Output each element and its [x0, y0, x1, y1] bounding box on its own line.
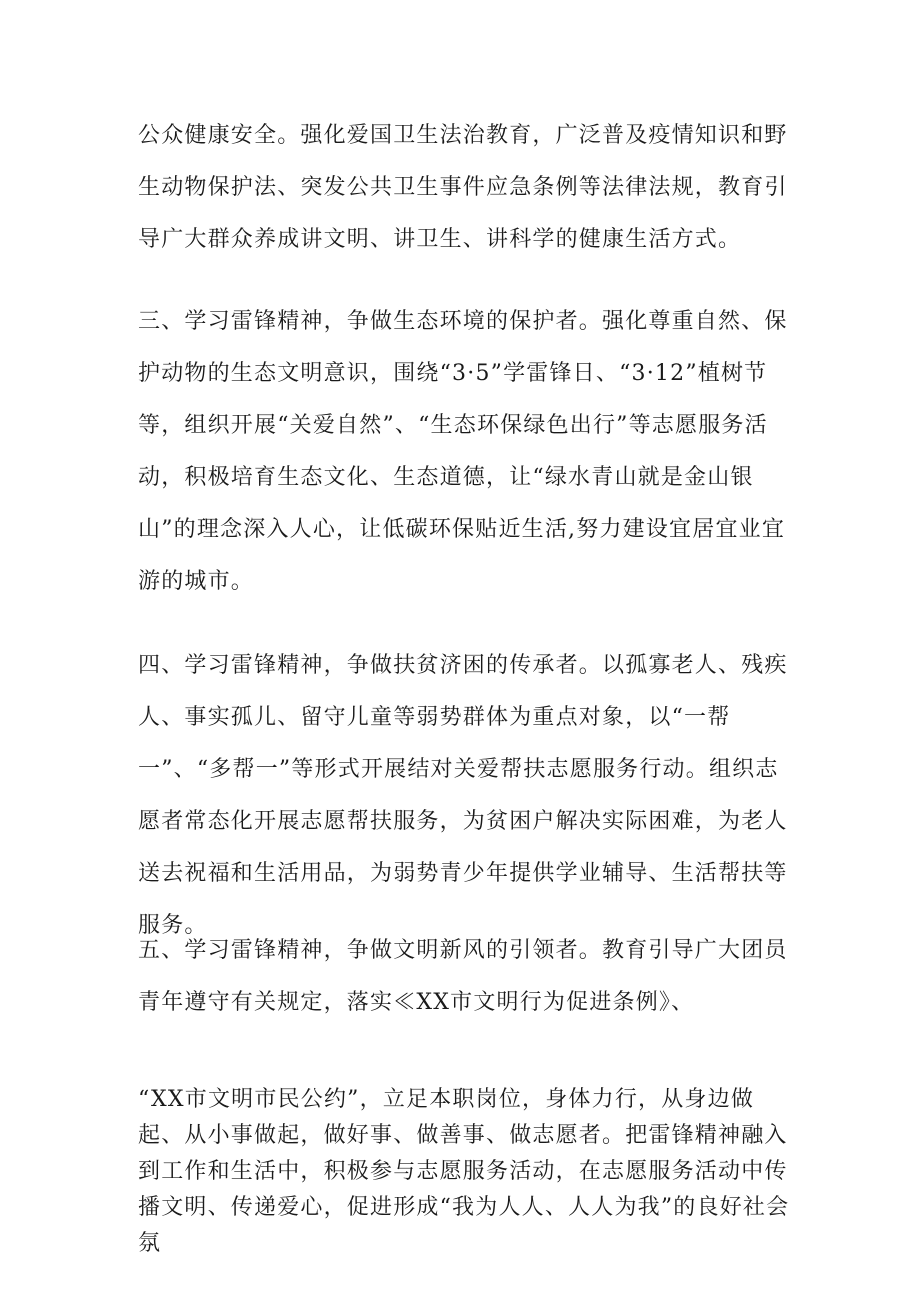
paragraph-civic-convention: “XX市文明市民公约”，立足本职岗位，身体力行，从身边做起、从小事做起，做好事、做善事、做志愿者。把雷锋精神融入到工作和生活中，积极参与志愿服务活动，在志愿服务活动中传播文明、传递爱心，促进形成“我为人人、人人为我”的良好社会氛 — [138, 1087, 790, 1256]
paragraph-ecology-protector: 三、学习雷锋精神，争做生态环境的保护者。强化尊重自然、保护动物的生态文明意识，围绕“3·5”学雷锋日、“3·12”植树节等，组织开展“关爱自然”、“生态环保绿色出行”等志愿服务活动，积极培育生态文化、生态道德，让“绿水青山就是金山银山”的理念深入人心，让低碳环保贴近生活,努力建设宜居宜业宜游的城市。 — [138, 309, 788, 594]
paragraph-civilization-leader: 五、学习雷锋精神，争做文明新风的引领者。教育引导广大团员青年遵守有关规定，落实≪XX市文明行为促进条例》、 — [138, 938, 788, 1015]
paragraph-public-health: 公众健康安全。强化爱国卫生法治教育，广泛普及疫情知识和野生动物保护法、突发公共卫生事件应急条例等法律法规，教育引导广大群众养成讲文明、讲卫生、讲科学的健康生活方式。 — [138, 123, 788, 252]
paragraph-poverty-relief: 四、学习雷锋精神，争做扶贫济困的传承者。以孤寡老人、残疾人、事实孤儿、留守儿童等弱势群体为重点对象，以“一帮一”、“多帮一”等形式开展结对关爱帮扶志愿服务行动。组织志愿者常态化开展志愿帮扶服务，为贫困户解决实际困难，为老人送去祝福和生活用品，为弱势青少年提供学业辅导、生活帮扶等服务。 — [138, 653, 788, 938]
